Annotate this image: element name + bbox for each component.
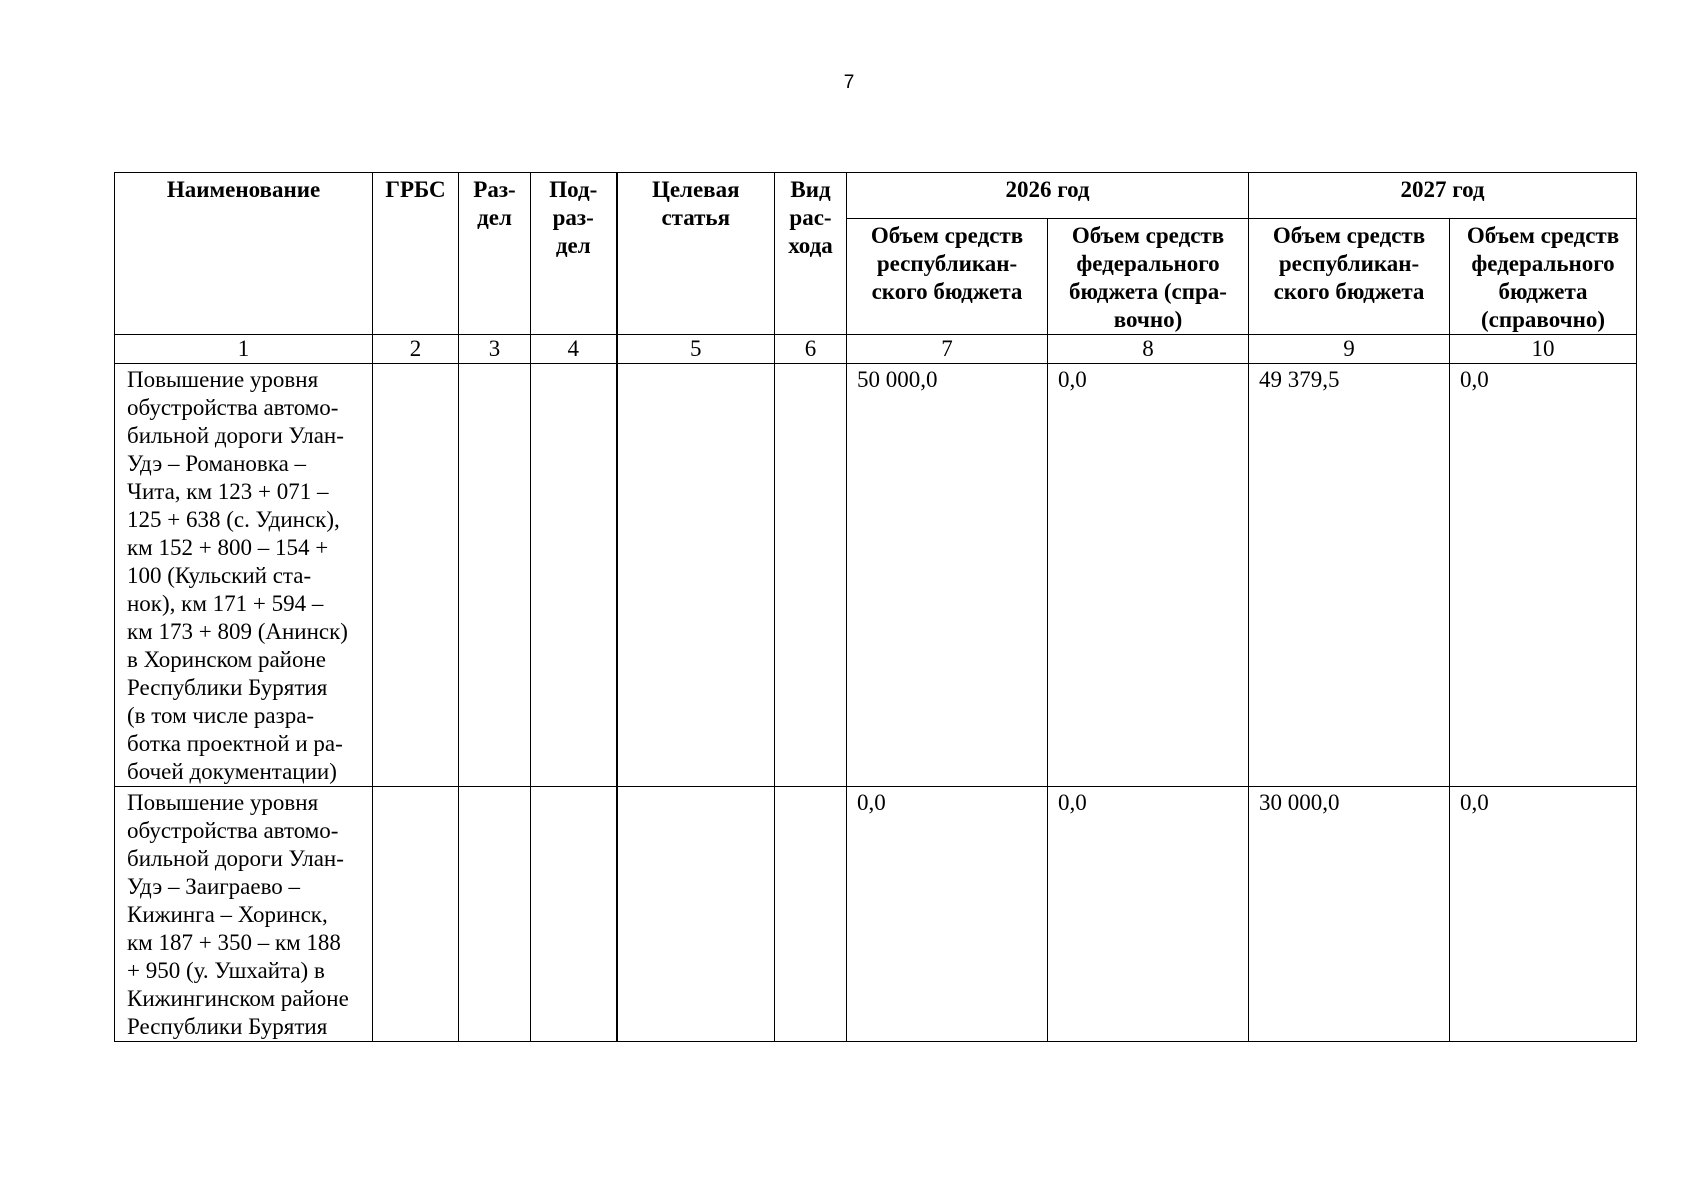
row-name [115, 787, 373, 1042]
header-fed-2026-line: Объем средств [1071, 223, 1225, 248]
header-rep-2027-line: Объем средств [1272, 223, 1426, 248]
cell-vid [775, 787, 847, 1042]
header-celevaya-line: статья [661, 205, 731, 230]
table-row [115, 787, 1637, 1042]
page-number: 7 [843, 72, 855, 93]
column-number: 2 [373, 335, 459, 364]
row-name-line: Удэ – Заиграево – [127, 874, 301, 899]
header-fed-2026-line: вочно) [1113, 307, 1183, 332]
header-rep-2026-line: ского бюджета [871, 279, 1023, 304]
row-name [115, 364, 373, 787]
header-celevaya [617, 173, 775, 335]
header-vid-line: Вид [790, 177, 831, 202]
row-name-line: обустройства автомо- [127, 818, 339, 843]
cell-2026-federal: 0,0 [1048, 364, 1249, 787]
header-name: Наименование [115, 173, 373, 335]
column-number: 6 [775, 335, 847, 364]
row-name-line: Кижинга – Хоринск, [127, 902, 328, 927]
row-name-line: нок), км 171 + 594 – [127, 591, 324, 616]
row-name-line: 125 + 638 (с. Удинск), [127, 507, 340, 532]
column-number: 10 [1450, 335, 1637, 364]
budget-table [114, 172, 1637, 1042]
row-name-line: бильной дороги Улан- [127, 846, 344, 871]
row-name-line: км 173 + 809 (Анинск) [127, 619, 348, 644]
cell-razdel [459, 787, 531, 1042]
cell-razdel [459, 364, 531, 787]
header-celevaya-line: Целевая [651, 177, 740, 202]
cell-2026-republican: 0,0 [847, 787, 1048, 1042]
row-name-line: обустройства автомо- [127, 395, 339, 420]
row-name-line: Кижингинском районе [127, 986, 349, 1011]
row-name-line: Повышение уровня [127, 367, 319, 392]
cell-celevaya [617, 364, 775, 787]
row-name-line: бильной дороги Улан- [127, 423, 344, 448]
cell-podrazdel [531, 787, 617, 1042]
header-fed-2027-line: Объем средств [1466, 223, 1620, 248]
column-number: 4 [531, 335, 617, 364]
table-row [115, 364, 1637, 787]
header-razdel-line: Раз- [473, 177, 516, 202]
header-vid [775, 173, 847, 335]
row-name-line: в Хоринском районе [127, 647, 327, 672]
cell-2027-republican: 30 000,0 [1249, 787, 1450, 1042]
row-name-line: бочей документации) [127, 759, 337, 784]
header-year-2027: 2027 год [1249, 173, 1637, 219]
cell-celevaya [617, 787, 775, 1042]
column-number: 8 [1048, 335, 1249, 364]
header-grbs: ГРБС [373, 173, 459, 335]
cell-2026-republican: 50 000,0 [847, 364, 1048, 787]
header-razdel-line: дел [477, 205, 512, 230]
header-rep-2026 [847, 219, 1048, 335]
header-fed-2027-line: федерального [1471, 251, 1615, 276]
row-name-line: Удэ – Романовка – [127, 451, 307, 476]
cell-grbs [373, 364, 459, 787]
header-rep-2026-line: Объем средств [870, 223, 1024, 248]
header-year-2026: 2026 год [847, 173, 1249, 219]
header-vid-line: рас- [789, 205, 832, 230]
header-fed-2026 [1048, 219, 1249, 335]
cell-2027-federal: 0,0 [1450, 787, 1637, 1042]
row-name-line: Повышение уровня [127, 790, 319, 815]
header-rep-2026-line: республикан- [876, 251, 1018, 276]
row-name-line: Республики Бурятия [127, 675, 328, 700]
row-name-line: км 187 + 350 – км 188 [127, 930, 341, 955]
header-rep-2027 [1249, 219, 1450, 335]
header-fed-2027-line: бюджета [1498, 279, 1588, 304]
header-fed-2027 [1450, 219, 1637, 335]
column-number: 9 [1249, 335, 1450, 364]
cell-grbs [373, 787, 459, 1042]
row-name-line: Чита, км 123 + 071 – [127, 479, 329, 504]
row-name-line: Республики Бурятия [127, 1014, 328, 1039]
row-name-line: ботка проектной и ра- [127, 731, 343, 756]
header-podrazdel-line: раз- [552, 205, 594, 230]
cell-2027-republican: 49 379,5 [1249, 364, 1450, 787]
header-fed-2026-line: федерального [1076, 251, 1220, 276]
column-number: 3 [459, 335, 531, 364]
column-number: 7 [847, 335, 1048, 364]
header-rep-2027-line: республикан- [1278, 251, 1420, 276]
row-name-line: (в том числе разра- [127, 703, 315, 728]
header-vid-line: хода [788, 233, 833, 258]
row-name-line: + 950 (у. Ушхайта) в [127, 958, 325, 983]
column-number: 1 [115, 335, 373, 364]
column-number: 5 [617, 335, 775, 364]
cell-2026-federal: 0,0 [1048, 787, 1249, 1042]
header-podrazdel [531, 173, 617, 335]
cell-podrazdel [531, 364, 617, 787]
cell-vid [775, 364, 847, 787]
header-fed-2026-line: бюджета (спра- [1069, 279, 1227, 304]
row-name-line: км 152 + 800 – 154 + [127, 535, 329, 560]
header-fed-2027-line: (справочно) [1481, 307, 1605, 332]
column-number-row [115, 335, 1637, 364]
header-rep-2027-line: ского бюджета [1273, 279, 1425, 304]
header-podrazdel-line: Под- [549, 177, 598, 202]
header-razdel [459, 173, 531, 335]
row-name-line: 100 (Кульский ста- [127, 563, 312, 588]
cell-2027-federal: 0,0 [1450, 364, 1637, 787]
header-podrazdel-line: дел [555, 233, 591, 258]
